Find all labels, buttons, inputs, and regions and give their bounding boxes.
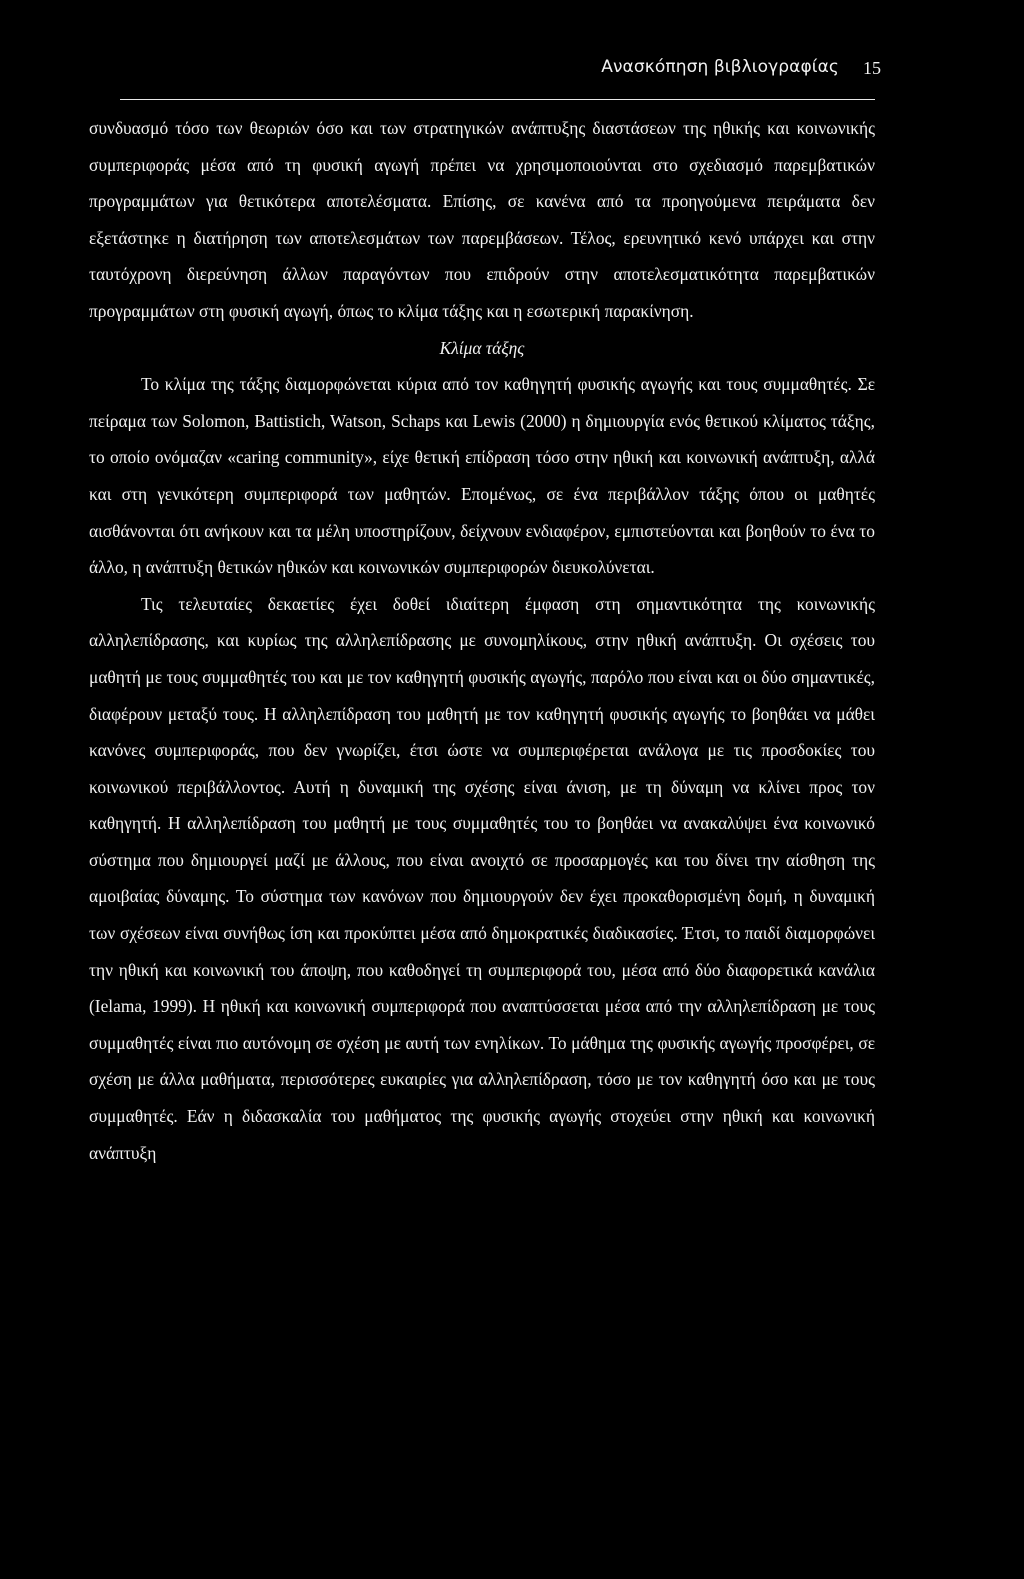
body-text <box>89 110 875 1171</box>
header-title: Ανασκόπηση βιβλιογραφίας <box>601 57 839 77</box>
page-number: 15 <box>863 58 881 78</box>
paragraph-3: Τις τελευταίες δεκαετίες έχει δοθεί ιδιαίτερη έμφαση στη σημαντικότητα της κοινωνικής αλληλεπίδρασης, και κυρίως της αλληλεπίδρασης με συνομηλίκους, στην ηθική ανάπτυξη. Οι σχέσεις του μαθητή με τους συμμαθητές του και με τον καθηγητή φυσικής αγωγής, παρόλο που είναι και οι δύο σημαντικές, διαφέρουν μεταξύ τους. Η αλληλεπίδραση του μαθητή με τον καθηγητή φυσικής αγωγής το βοηθάει να μάθει κανόνες συμπεριφοράς, που δεν γνωρίζει, έτσι ώστε να συμπεριφέρεται ανάλογα με τις προσδοκίες του κοινωνικού περιβάλλοντος. Αυτή η δυναμική της σχέσης είναι άνιση, με τη δύναμη να κλίνει προς τον καθηγητή. Η αλληλεπίδραση του μαθητή με τους συμμαθητές του το βοηθάει να ανακαλύψει ένα κοινωνικό σύστημα που δημιουργεί μαζί με άλλους, που είναι ανοιχτό σε προσαρμογές και του δίνει την αίσθηση της αμοιβαίας δύναμης. Το σύστημα των κανόνων που δημιουργούν δεν έχει προκαθορισμένη δομή, η δυναμική των σχέσεων είναι συνήθως ίση και προκύπτει μέσα από δημοκρατικές διαδικασίες. Έτσι, το παιδί διαμορφώνει την ηθική και κοινωνική του άποψη, που καθοδηγεί τη συμπεριφορά του, μέσα από δύο διαφορετικά κανάλια (Ielama, 1999). Η ηθική και κοινωνική συμπεριφορά που αναπτύσσεται μέσα από την αλληλεπίδραση με τους συμμαθητές είναι πιο αυτόνομη σε σχέση με αυτή των ενηλίκων. Το μάθημα της φυσικής αγωγής προσφέρει, σε σχέση με άλλα μαθήματα, περισσότερες ευκαιρίες για αλληλεπίδραση, τόσο με τον καθηγητή όσο και με τους συμμαθητές. Εάν η διδασκαλία του μαθήματος της φυσικής αγωγής στοχεύει στην ηθική και κοινωνική ανάπτυξη <box>89 593 875 1163</box>
paragraph-1: συνδυασμό τόσο των θεωριών όσο και των στρατηγικών ανάπτυξης διαστάσεων της ηθικής και κοινωνικής συμπεριφοράς μέσα από τη φυσική αγωγή πρέπει να χρησιμοποιούνται στο σχεδιασμό παρεμβατικών προγραμμάτων για θετικότερα αποτελέσματα. Επίσης, σε κανένα από τα προηγούμενα πειράματα δεν εξετάστηκε η διατήρηση των αποτελεσμάτων των παρεμβάσεων. Τέλος, ερευνητικό κενό υπάρχει και στην ταυτόχρονη διερεύνηση άλλων παραγόντων που επιδρούν στην αποτελεσματικότητα παρεμβατικών προγραμμάτων στη φυσική αγωγή, όπως το κλίμα τάξης και η εσωτερική παρακίνηση. <box>89 118 875 321</box>
running-header <box>0 55 1024 85</box>
header-rule <box>120 99 875 100</box>
paragraph-2: Το κλίμα της τάξης διαμορφώνεται κύρια από τον καθηγητή φυσικής αγωγής και τους συμμαθητές. Σε πείραμα των Solomon, Battistich, Watson, Schaps και Lewis (2000) η δημιουργία ενός θετικού κλίματος τάξης, το οποίο ονόμαζαν «caring community», είχε θετική επίδραση τόσο στην ηθική και κοινωνική ανάπτυξη, αλλά και στη γενικότερη συμπεριφορά των μαθητών. Επομένως, σε ένα περιβάλλον τάξης όπου οι μαθητές αισθάνονται ότι ανήκουν και τα μέλη υποστηρίζουν, δείχνουν ενδιαφέρον, εμπιστεύονται και βοηθούν το ένα το άλλο, η ανάπτυξη θετικών ηθικών και κοινωνικών συμπεριφορών διευκολύνεται. <box>89 374 875 578</box>
section-heading: Κλίμα τάξης <box>439 337 525 358</box>
